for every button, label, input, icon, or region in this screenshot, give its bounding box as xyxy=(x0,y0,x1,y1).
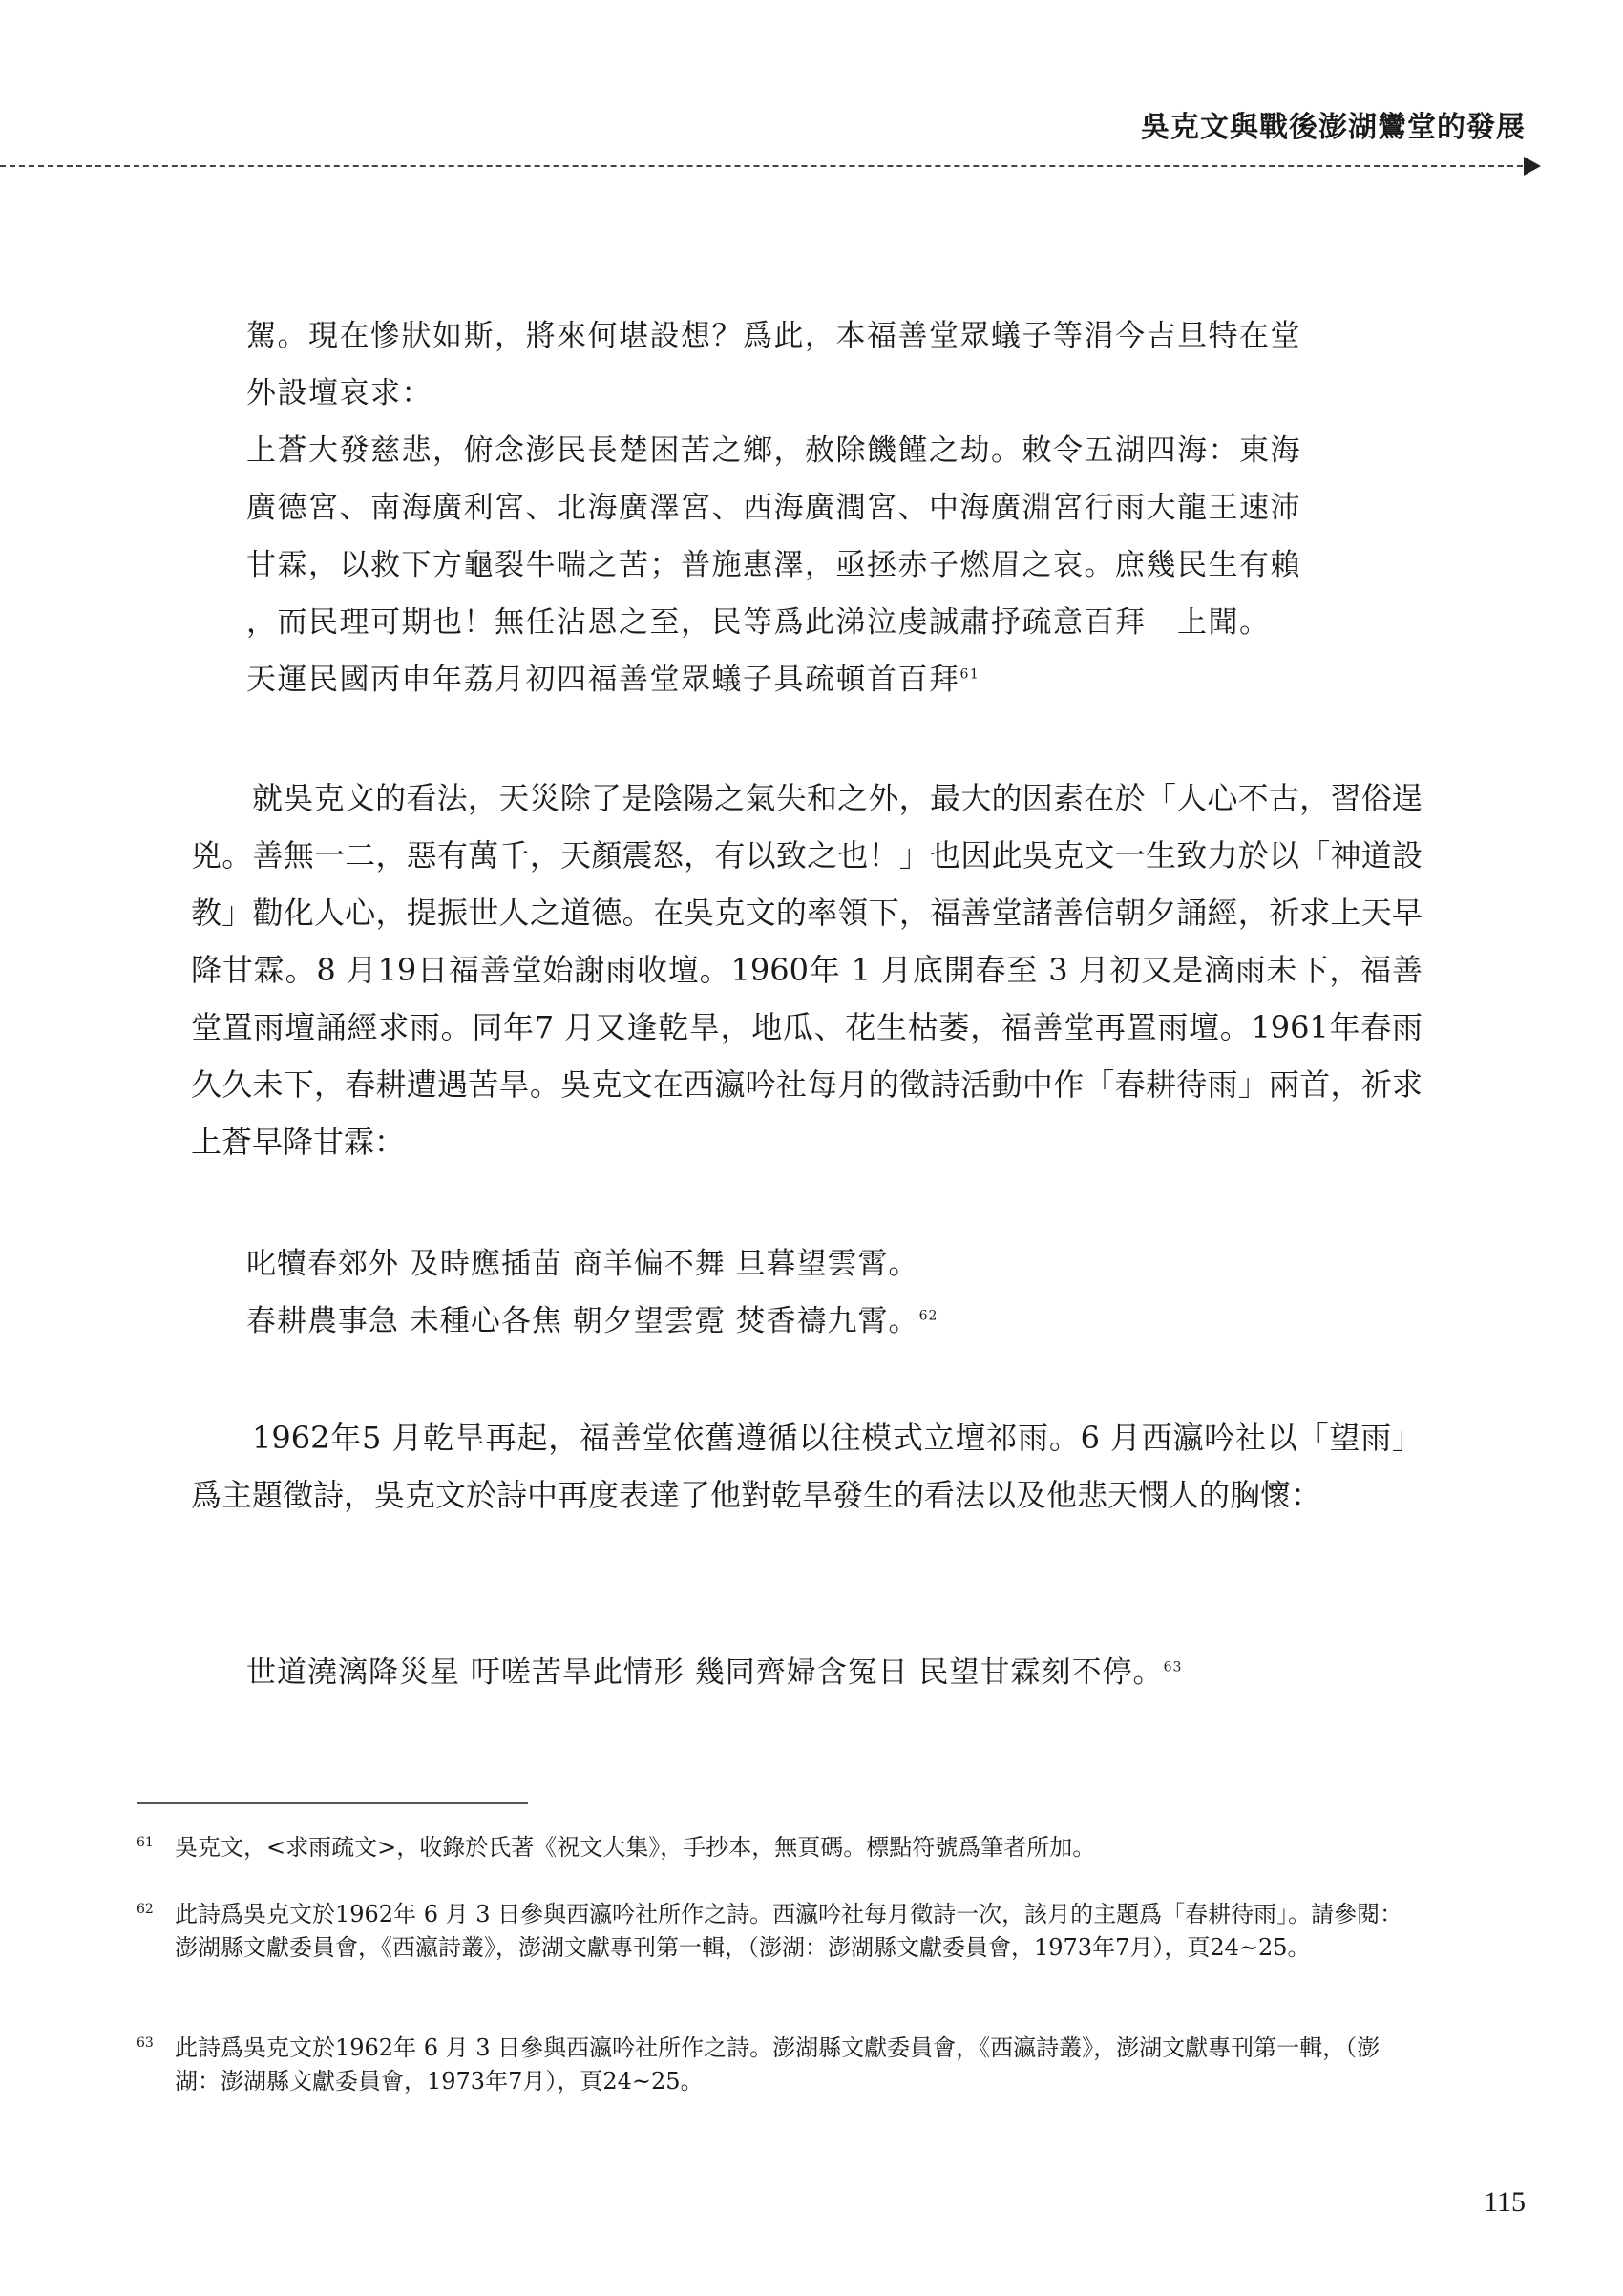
header-dashed-rule xyxy=(0,165,1523,167)
quote-line-signature: 天運民國丙申年荔月初四福善堂眾蟻子具疏頓首百拜$^{61}$ xyxy=(246,663,980,697)
page-number: 115 xyxy=(1484,2186,1526,2218)
quote-line: 外設壇哀求： xyxy=(246,376,432,411)
quote-line: 駕。現在慘狀如斯，將來何堪設想？爲此，本福善堂眾蟻子等涓今吉旦特在堂 xyxy=(246,319,1301,353)
arrow-right-icon xyxy=(1524,157,1541,176)
footnote-ref: 63 xyxy=(1163,1659,1183,1675)
footnote-ref: 62 xyxy=(918,1308,938,1324)
quote-line: 甘霖，以救下方龜裂牛喘之苦；普施惠澤，亟拯赤子燃眉之哀。庶幾民生有賴 xyxy=(246,548,1301,582)
body-paragraph-1: 就吳克文的看法，天災除了是陰陽之氣失和之外，最大的因素在於「人心不古，習俗逞兇。善無一二，惡有萬千，天顏震怒，有以致之也！」也因此吳克文一生致力於以「神道設教」勸化人心，提振世人之道德。在吳克文的率領下，福善堂諸善信朝夕誦經，祈求上天早降甘霖。8 月19日福善堂始謝雨收壇。1960年 1 月底開春至 3 月初又是滴雨未下，福善堂置雨壇誦經求雨。同年7 月又逢乾旱，地瓜、花生枯萎，福善堂再置雨壇。1961年春雨久久未下，春耕遭遇苦旱。吳克文在西瀛吟社每月的徵詩活動中作「春耕待雨」兩首，祈求上蒼早降甘霖： xyxy=(191,780,1423,1160)
quote-line: ，而民理可期也！無任沾恩之至，民等爲此涕泣虔誠肅抒疏意百拜 上聞。 xyxy=(246,605,1271,640)
footnote-61: $^{61}$ 吳克文，<求雨疏文>，收錄於氏著《祝文大集》，手抄本，無頁碼。標點符號爲筆者所加。 xyxy=(137,1834,1096,1861)
footnote-62: $^{62}$ 此詩爲吳克文於1962年 6 月 3 日參與西瀛吟社所作之詩。西瀛吟社每月徵詩一次，該月的主題爲「春耕待雨」。請參閱：澎湖縣文獻委員會，《西瀛詩叢》，澎湖文獻專刊第一輯，（澎湖：澎湖縣文獻委員會，1973年7月），頁24~25。 xyxy=(137,1901,1403,1961)
quote-line: 廣德宮、南海廣利宮、北海廣澤宮、西海廣潤宮、中海廣淵宮行雨大龍王速沛 xyxy=(246,491,1301,525)
poem-spring-plowing xyxy=(246,1235,1421,1350)
poem-hoping-rain xyxy=(246,1644,1421,1701)
poem-line: 春耕農事急 未種心各焦 朝夕望雲霓 焚香禱九霄。$^{62}$ xyxy=(246,1304,938,1338)
body-paragraph-2: 1962年5 月乾旱再起，福善堂依舊遵循以往模式立壇祁雨。6 月西瀛吟社以「望雨」爲主題徵詩，吳克文於詩中再度表達了他對乾旱發生的看法以及他悲天憫人的胸懷： xyxy=(191,1420,1423,1513)
footnote-63: $^{63}$ 此詩爲吳克文於1962年 6 月 3 日參與西瀛吟社所作之詩。澎湖縣文獻委員會，《西瀛詩叢》，澎湖文獻專刊第一輯，（澎湖：澎湖縣文獻委員會，1973年7月），頁24~25。 xyxy=(137,2034,1381,2095)
running-head: 吳克文與戰後澎湖鸞堂的發展 xyxy=(1141,111,1526,144)
petition-quote xyxy=(246,307,1421,708)
poem-line: 叱犢春郊外 及時應插苗 商羊偏不舞 旦暮望雲霄。 xyxy=(246,1247,919,1281)
quote-line: 上蒼大發慈悲，俯念澎民長楚困苦之鄉，赦除饑饉之劫。敕令五湖四海：東海 xyxy=(246,433,1301,468)
footnote-ref: 61 xyxy=(959,666,980,683)
poem-line: 世道澆漓降災星 吁嗟苦旱此情形 幾同齊婦含冤日 民望甘霖刻不停。$^{63}$ xyxy=(246,1655,1183,1690)
footnote-separator xyxy=(137,1802,528,1804)
